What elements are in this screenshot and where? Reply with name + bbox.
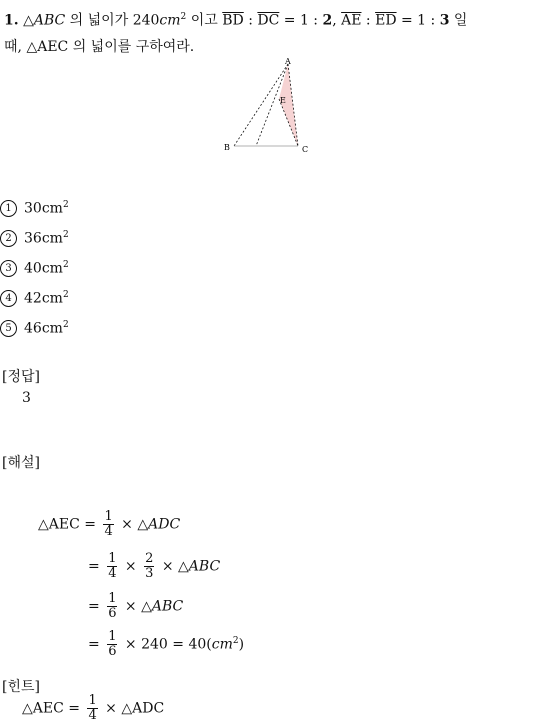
question-part: 의 넓이가 [65, 12, 133, 29]
question-number: 1. [4, 12, 19, 29]
area-value: 240 [141, 636, 168, 653]
fraction-1-4 [87, 694, 97, 723]
times: × [120, 598, 142, 615]
times: × [120, 558, 142, 575]
segment-dc: $\overline{DC}$ [257, 12, 280, 29]
choice-number-3: 3 [0, 260, 17, 277]
area-value: 240 [132, 12, 160, 29]
fraction-2-3 [144, 552, 154, 581]
numerator: 1 [108, 591, 117, 606]
choice-5[interactable] [0, 320, 69, 337]
triangle-aec: △AEC [22, 700, 64, 717]
label-c: C [302, 145, 309, 154]
numerator: 2 [145, 551, 154, 566]
area-exponent: 2 [180, 12, 187, 22]
result-unit: cm [211, 636, 233, 653]
choice-unit: cm [41, 260, 63, 277]
triangle-abc: △ABC [178, 558, 221, 575]
choice-exponent: 2 [62, 290, 69, 300]
choice-exponent: 2 [62, 260, 69, 270]
choice-number-2: 2 [0, 230, 17, 247]
triangle-aec: △AEC [38, 516, 80, 533]
fraction-1-4 [103, 510, 113, 539]
fraction-1-4 [107, 552, 117, 581]
triangle-abc: ABC [33, 12, 66, 29]
segment-bd: $\overline{BD}$ [222, 12, 244, 29]
choice-value: 42 [24, 290, 42, 307]
choice-unit: cm [41, 290, 63, 307]
choice-3[interactable] [0, 260, 69, 277]
result-exponent: 2 [232, 635, 239, 646]
shaded-region-aec [279, 64, 298, 146]
question-part: 때, [4, 38, 27, 55]
equals: = [88, 558, 105, 575]
ratio-part: = 1 : [279, 12, 323, 29]
solution-line-2 [88, 552, 220, 581]
choice-1[interactable] [0, 200, 69, 217]
result: = 40( [167, 636, 212, 653]
choice-exponent: 2 [62, 230, 69, 240]
equals: = [88, 598, 105, 615]
denominator: 4 [88, 708, 97, 723]
denominator: 4 [104, 524, 113, 539]
choice-number-1: 1 [0, 200, 17, 217]
denominator: 4 [108, 566, 117, 581]
comma: , [332, 12, 342, 29]
numerator: 1 [108, 551, 117, 566]
equals: = [79, 516, 101, 533]
label-b: B [224, 143, 230, 152]
choice-value: 46 [24, 320, 42, 337]
answer-value: 3 [22, 390, 31, 406]
label-e: E [280, 96, 286, 105]
choice-number-4: 4 [0, 290, 17, 307]
question-part: 이고 [186, 12, 223, 29]
choice-unit: cm [41, 230, 63, 247]
choice-exponent: 2 [62, 200, 69, 210]
times: × [116, 516, 138, 533]
ratio-value: 3 [439, 12, 450, 29]
choice-unit: cm [41, 200, 63, 217]
choice-exponent: 2 [62, 320, 69, 330]
numerator: 1 [104, 509, 113, 524]
denominator: 3 [145, 566, 154, 581]
choice-unit: cm [41, 320, 63, 337]
solution-line-4 [88, 630, 244, 659]
ratio-colon: : [243, 12, 258, 29]
choice-2[interactable] [0, 230, 69, 247]
solution-line-3 [88, 592, 183, 621]
choice-number-5: 5 [0, 320, 17, 337]
denominator: 6 [108, 606, 117, 621]
question-text [4, 4, 529, 60]
equals: = [88, 636, 105, 653]
triangle-abc: △ABC [141, 598, 184, 615]
choice-value: 36 [24, 230, 42, 247]
label-a: A [285, 57, 291, 66]
segment-ed: $\overline{ED}$ [375, 12, 397, 29]
close-paren: ) [238, 636, 245, 653]
times: × [157, 558, 179, 575]
denominator: 6 [108, 644, 117, 659]
hint-equation [22, 694, 164, 723]
fraction-1-6 [107, 630, 117, 659]
hint-label: [힌트] [2, 679, 40, 695]
triangle-symbol: △ [23, 12, 34, 29]
solution-label: [해설] [2, 455, 40, 471]
answer-label: [정답] [2, 369, 40, 385]
triangle-aec: △AEC [26, 38, 69, 55]
question-part: 일 [449, 12, 468, 29]
segment-ae: $\overline{AE}$ [341, 12, 362, 29]
numerator: 1 [108, 629, 117, 644]
solution-line-1 [38, 510, 180, 539]
numerator: 1 [88, 693, 97, 708]
ratio-part: = 1 : [396, 12, 440, 29]
fraction-1-6 [107, 592, 117, 621]
equals: = [63, 700, 85, 717]
choice-value: 40 [24, 260, 42, 277]
question-part: 의 넓이를 구하여라. [68, 38, 195, 55]
times: × [100, 700, 122, 717]
area-unit: cm [159, 12, 181, 29]
choice-value: 30 [24, 200, 42, 217]
ratio-colon: : [361, 12, 376, 29]
triangle-adc: △ADC [137, 516, 181, 533]
triangle-adc: △ADC [121, 700, 165, 717]
times: × [120, 636, 142, 653]
ratio-value: 2 [322, 12, 333, 29]
choice-4[interactable] [0, 290, 69, 307]
triangle-figure [218, 56, 328, 158]
side-ab [234, 64, 288, 146]
